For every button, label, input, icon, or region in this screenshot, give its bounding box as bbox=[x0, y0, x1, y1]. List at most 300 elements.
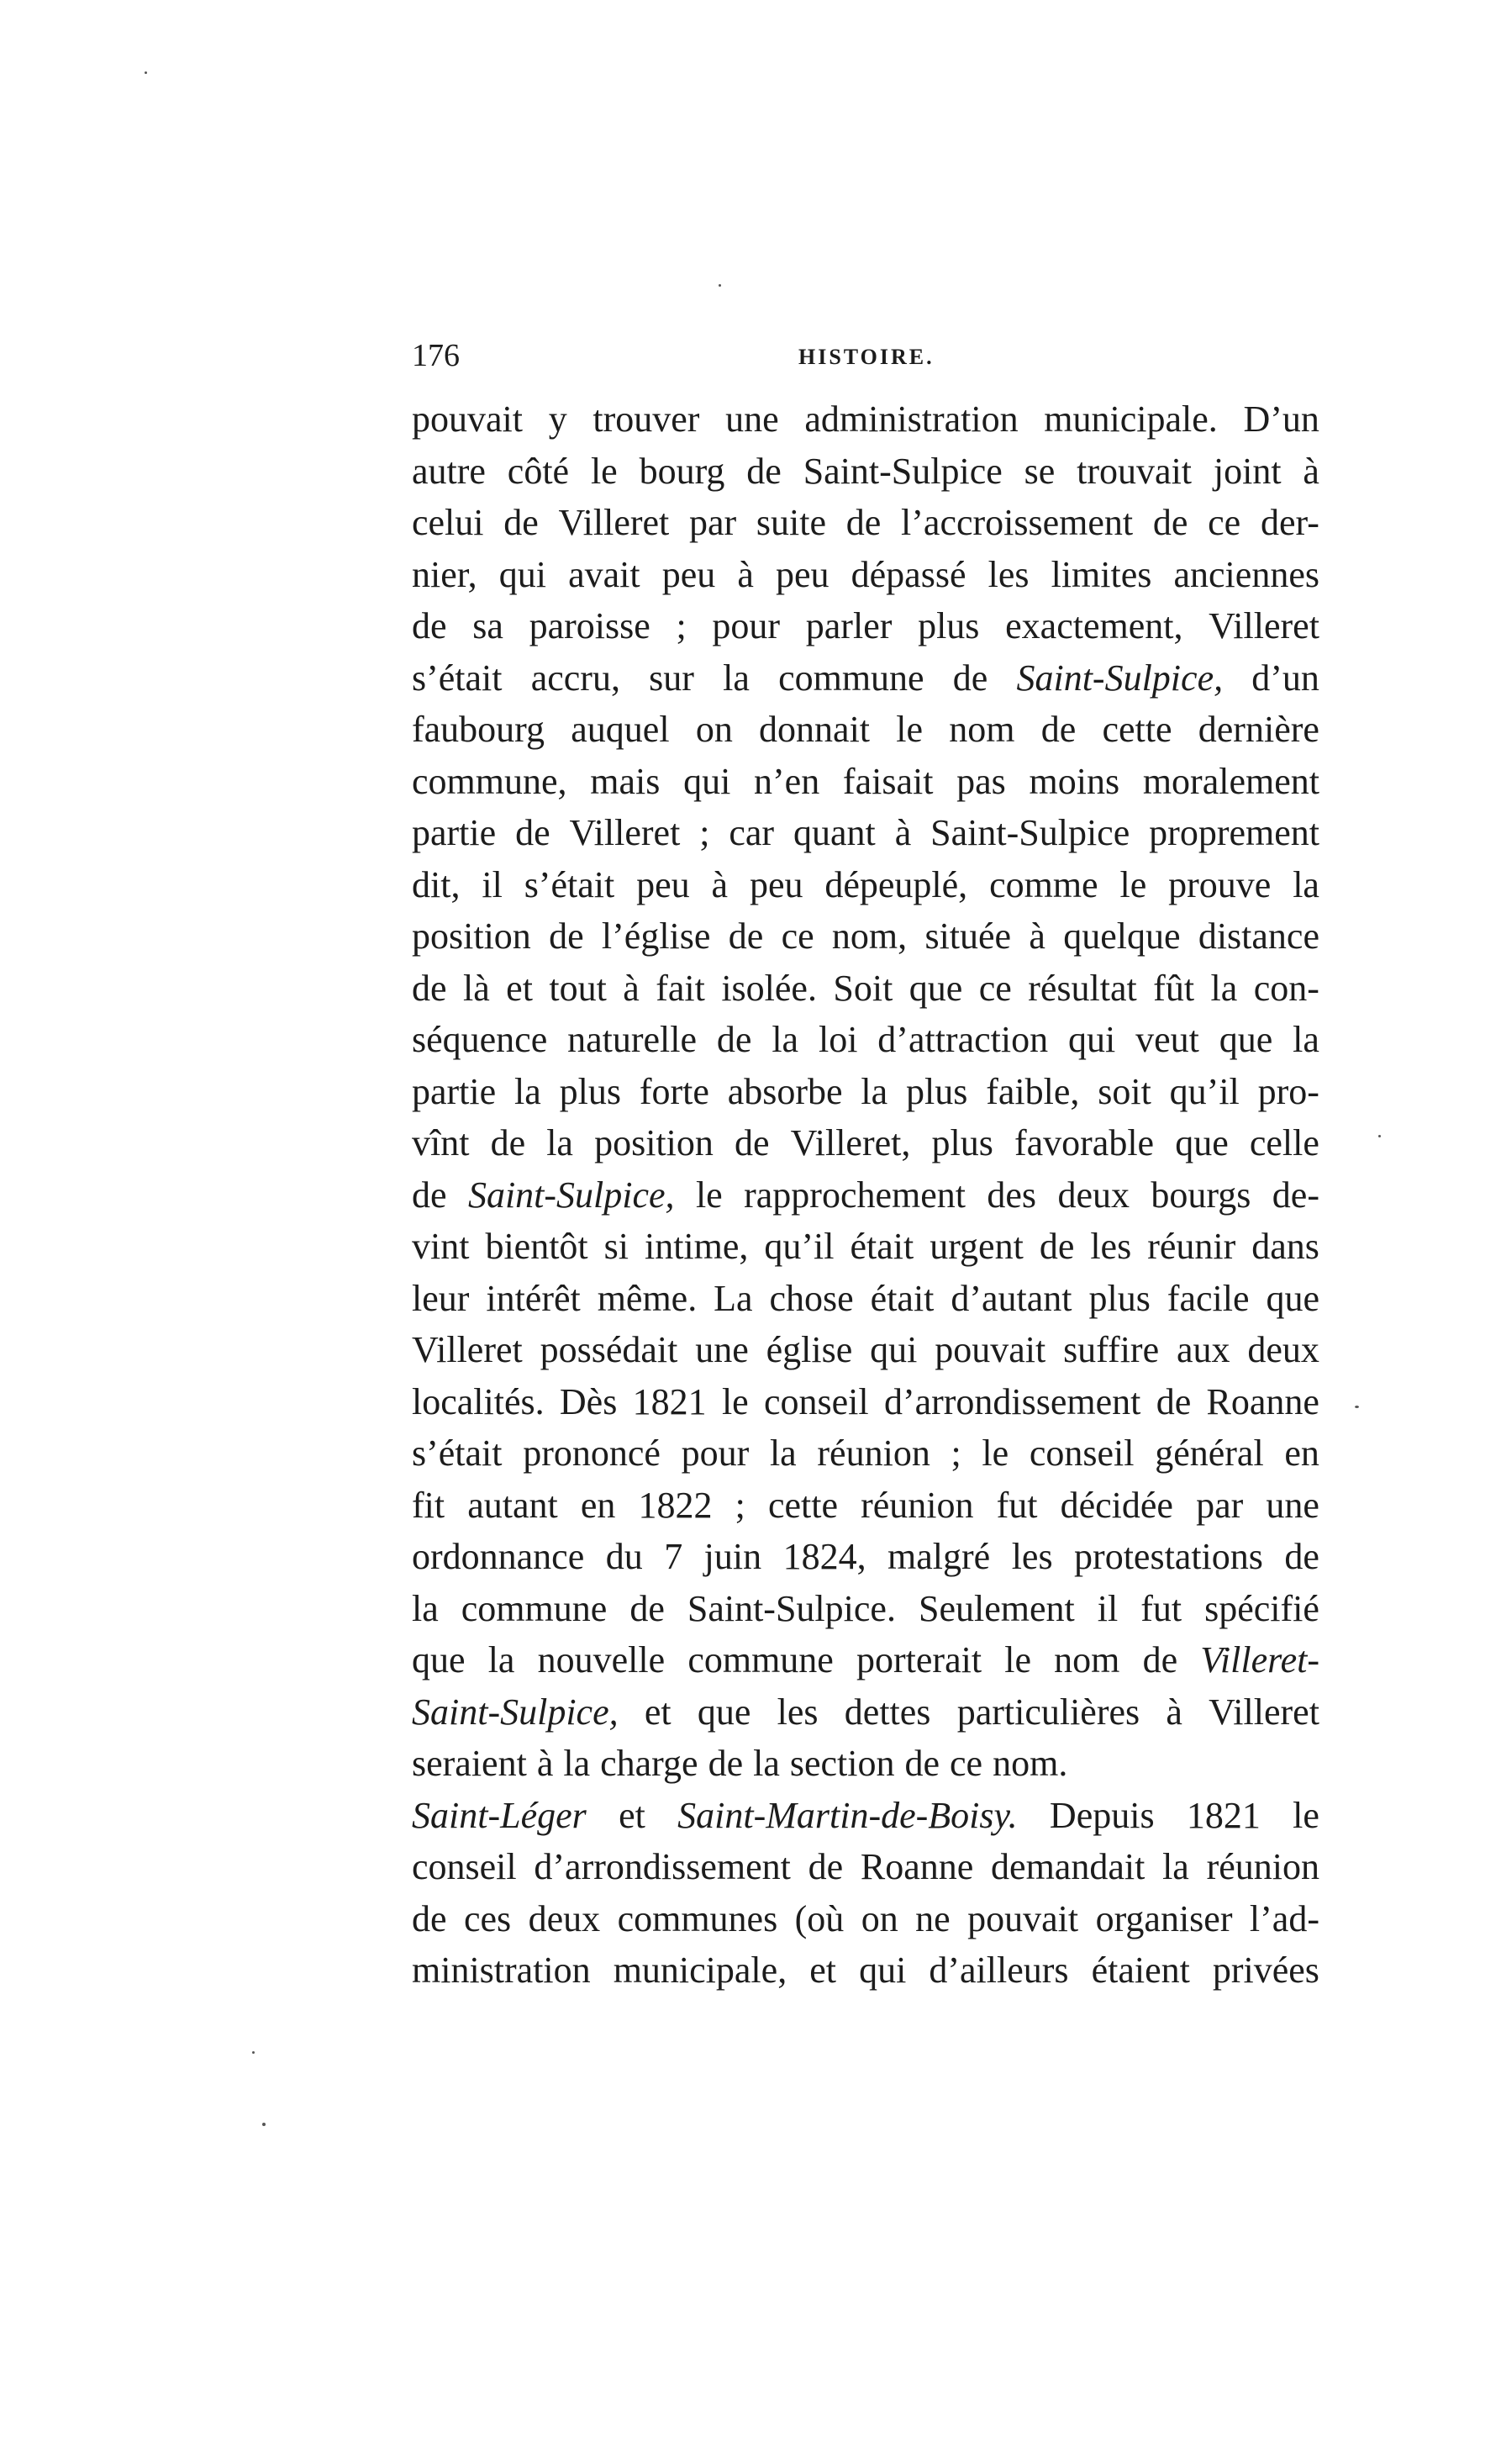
word: le bbox=[1004, 1639, 1031, 1680]
word: autre bbox=[412, 450, 486, 492]
word: à bbox=[1166, 1691, 1182, 1733]
word: s’était bbox=[412, 1432, 503, 1474]
word: section bbox=[789, 1743, 895, 1784]
word: dernière bbox=[1198, 709, 1319, 750]
word: séquence bbox=[412, 1019, 548, 1060]
page-header bbox=[412, 335, 1319, 377]
text-line bbox=[412, 600, 1319, 652]
word: peu bbox=[776, 553, 830, 595]
scan-speck bbox=[719, 284, 721, 287]
word: Villeret bbox=[1209, 605, 1319, 646]
word: les bbox=[777, 1691, 819, 1733]
word: nom bbox=[949, 709, 1015, 750]
word: trouver bbox=[592, 398, 700, 440]
word: et bbox=[619, 1794, 645, 1836]
word: là bbox=[462, 967, 490, 1009]
word: se bbox=[1024, 450, 1056, 492]
word: plus bbox=[906, 1070, 968, 1112]
word: municipale. bbox=[1044, 398, 1218, 440]
word: partie bbox=[412, 812, 497, 853]
word: nom. bbox=[993, 1743, 1068, 1784]
word: ce bbox=[950, 1743, 983, 1784]
word: de bbox=[734, 1122, 770, 1163]
word: proprement bbox=[1149, 812, 1319, 853]
word: à bbox=[623, 967, 640, 1009]
word: organiser bbox=[1095, 1897, 1233, 1939]
word: l’ad- bbox=[1249, 1897, 1319, 1939]
text-line bbox=[412, 1376, 1319, 1428]
word: de- bbox=[1272, 1174, 1319, 1216]
word: de bbox=[1142, 1639, 1178, 1680]
word: qui bbox=[870, 1329, 918, 1370]
word: position bbox=[594, 1122, 714, 1163]
word: la bbox=[1293, 1019, 1319, 1060]
word: une bbox=[1266, 1484, 1319, 1526]
word: deux bbox=[1057, 1174, 1130, 1216]
word: vint bbox=[412, 1226, 470, 1267]
word: vînt bbox=[412, 1122, 470, 1163]
word: 1822 bbox=[638, 1484, 713, 1526]
word: en bbox=[1284, 1432, 1319, 1474]
text-line bbox=[412, 1583, 1319, 1635]
word: du bbox=[605, 1536, 643, 1577]
word: était bbox=[850, 1226, 914, 1267]
word: fit bbox=[412, 1484, 445, 1526]
word: peu bbox=[636, 863, 690, 905]
word: prouve bbox=[1168, 863, 1272, 905]
word: urgent bbox=[930, 1226, 1024, 1267]
text-line bbox=[412, 1841, 1319, 1893]
word: d’arrondissement bbox=[883, 1380, 1141, 1422]
word: deux bbox=[528, 1897, 601, 1939]
word: qu’il bbox=[764, 1226, 835, 1267]
text-line bbox=[412, 963, 1319, 1015]
word: d’arrondissement bbox=[534, 1846, 791, 1887]
word: joint bbox=[1213, 450, 1282, 492]
word: 1821 bbox=[632, 1380, 707, 1422]
word: partie bbox=[412, 1070, 497, 1112]
word: peu bbox=[749, 863, 803, 905]
word: que bbox=[1175, 1122, 1229, 1163]
word: qui bbox=[859, 1950, 907, 1991]
word: administration bbox=[804, 398, 1019, 440]
word: (où bbox=[794, 1897, 845, 1939]
word: qui bbox=[683, 760, 731, 802]
word: à bbox=[1029, 915, 1045, 957]
word: par bbox=[1196, 1484, 1244, 1526]
word: commune bbox=[778, 657, 924, 699]
word: conseil bbox=[764, 1380, 869, 1422]
word: favorable bbox=[1014, 1122, 1155, 1163]
word: les bbox=[988, 553, 1030, 595]
word: si bbox=[603, 1226, 629, 1267]
word: la bbox=[546, 1122, 573, 1163]
word: de bbox=[808, 1846, 844, 1887]
text-line bbox=[412, 549, 1319, 601]
word: était bbox=[870, 1277, 935, 1319]
scan-speck bbox=[252, 2051, 255, 2054]
word: con- bbox=[1253, 967, 1319, 1009]
word: position bbox=[412, 915, 531, 957]
word: veut bbox=[1135, 1019, 1199, 1060]
text-line bbox=[412, 1790, 1319, 1842]
text-line bbox=[412, 497, 1319, 549]
word: ; bbox=[699, 812, 710, 853]
word: église bbox=[766, 1329, 853, 1370]
word: car bbox=[729, 812, 775, 853]
text-line bbox=[412, 1273, 1319, 1325]
text-line bbox=[412, 1686, 1319, 1739]
word: la bbox=[1162, 1846, 1189, 1887]
word: Saint-Sulpice bbox=[803, 450, 1003, 492]
word: à bbox=[894, 812, 912, 853]
word: 1824, bbox=[782, 1536, 866, 1577]
word: ministration bbox=[412, 1950, 591, 1991]
word: d’ailleurs bbox=[929, 1950, 1069, 1991]
word: bientôt bbox=[485, 1226, 588, 1267]
word: nouvelle bbox=[537, 1639, 666, 1680]
word: anciennes bbox=[1173, 553, 1319, 595]
word: plus bbox=[931, 1122, 993, 1163]
word: conseil bbox=[1029, 1432, 1135, 1474]
text-line bbox=[412, 1324, 1319, 1376]
word: dit, bbox=[412, 863, 461, 905]
word: Saint-Martin-de-Boisy. bbox=[677, 1794, 1018, 1836]
word: on bbox=[695, 709, 733, 750]
text-line bbox=[412, 859, 1319, 911]
word: ce bbox=[1208, 502, 1241, 543]
word: commune, bbox=[412, 760, 567, 802]
word: et bbox=[644, 1691, 672, 1733]
word: porterait bbox=[856, 1639, 982, 1680]
word: Saint-Sulpice, bbox=[412, 1691, 619, 1733]
text-line bbox=[412, 1117, 1319, 1169]
word: comme bbox=[989, 863, 1098, 905]
word: que bbox=[908, 967, 963, 1009]
word: la bbox=[412, 1587, 439, 1629]
word: fût bbox=[1153, 967, 1195, 1009]
word: faible, bbox=[986, 1070, 1080, 1112]
word: par bbox=[689, 502, 737, 543]
text-line bbox=[412, 1893, 1319, 1945]
word: malgré bbox=[887, 1536, 991, 1577]
text-line bbox=[412, 1221, 1319, 1273]
word: loi bbox=[818, 1019, 858, 1060]
word: n’en bbox=[754, 760, 820, 802]
word: der- bbox=[1260, 502, 1319, 543]
word: y bbox=[548, 398, 567, 440]
word: pour bbox=[681, 1432, 750, 1474]
word: parler bbox=[805, 605, 893, 646]
word: juin bbox=[703, 1536, 762, 1577]
word: ; bbox=[735, 1484, 745, 1526]
word: le bbox=[1293, 1794, 1319, 1836]
word: tout bbox=[549, 967, 607, 1009]
word: cette bbox=[1102, 709, 1172, 750]
word: fait bbox=[656, 967, 705, 1009]
word: le bbox=[695, 1174, 723, 1216]
word: l’accroissement bbox=[901, 502, 1134, 543]
word: de bbox=[412, 1174, 447, 1216]
word: de bbox=[952, 657, 988, 699]
word: privées bbox=[1212, 1950, 1319, 1991]
word: de bbox=[1040, 709, 1077, 750]
word: côté bbox=[507, 450, 570, 492]
word: pro- bbox=[1257, 1070, 1319, 1112]
word: demandait bbox=[991, 1846, 1146, 1887]
page-number: 176 bbox=[412, 338, 460, 373]
word: la bbox=[563, 1743, 591, 1784]
word: Villeret bbox=[412, 1329, 523, 1370]
word: Saint-Sulpice bbox=[930, 812, 1130, 853]
word: pouvait bbox=[412, 398, 523, 440]
text-line bbox=[412, 1634, 1319, 1686]
word: s’était bbox=[524, 863, 615, 905]
word: Seulement bbox=[918, 1587, 1075, 1629]
word: Soit bbox=[833, 967, 893, 1009]
word: la bbox=[723, 657, 750, 699]
word: en bbox=[580, 1484, 616, 1526]
word: Roanne bbox=[860, 1846, 974, 1887]
word: mais bbox=[590, 760, 661, 802]
word: ; bbox=[951, 1432, 961, 1474]
word: plus bbox=[559, 1070, 621, 1112]
word: une bbox=[695, 1329, 749, 1370]
word: aux bbox=[1176, 1329, 1230, 1370]
text-line bbox=[412, 704, 1319, 756]
word: l’église bbox=[601, 915, 711, 957]
word: le bbox=[1119, 863, 1147, 905]
word: distance bbox=[1198, 915, 1319, 957]
word: de bbox=[490, 1122, 526, 1163]
word: le bbox=[896, 709, 924, 750]
word: d’autant bbox=[951, 1277, 1072, 1319]
word: réunir bbox=[1147, 1226, 1236, 1267]
word: située bbox=[924, 915, 1012, 957]
word: moralement bbox=[1142, 760, 1319, 802]
word: Saint-Sulpice. bbox=[687, 1587, 896, 1629]
word: Villeret bbox=[569, 812, 681, 853]
text-line bbox=[412, 1169, 1319, 1221]
word: qui bbox=[1067, 1019, 1116, 1060]
word: de bbox=[629, 1587, 665, 1629]
word: une bbox=[725, 398, 779, 440]
word: à bbox=[1303, 450, 1319, 492]
word: de bbox=[1152, 502, 1188, 543]
word: la bbox=[769, 1432, 797, 1474]
word: la bbox=[514, 1070, 541, 1112]
body-text bbox=[412, 393, 1319, 1997]
word: qu’il bbox=[1169, 1070, 1240, 1112]
text-line bbox=[412, 756, 1319, 808]
word: résultat bbox=[1028, 967, 1137, 1009]
word: de bbox=[904, 1743, 940, 1784]
text-line bbox=[412, 1944, 1319, 1997]
word: le bbox=[721, 1380, 749, 1422]
word: nier, bbox=[412, 553, 477, 595]
word: bourgs bbox=[1151, 1174, 1251, 1216]
word: absorbe bbox=[727, 1070, 843, 1112]
word: intérêt bbox=[486, 1277, 581, 1319]
word: de bbox=[515, 812, 550, 853]
word: dépeuplé, bbox=[824, 863, 968, 905]
word: dépassé bbox=[851, 553, 966, 595]
word: protestations bbox=[1074, 1536, 1263, 1577]
word: de bbox=[708, 1743, 744, 1784]
word: Villeret bbox=[1209, 1691, 1319, 1733]
word: décidée bbox=[1060, 1484, 1173, 1526]
word: s’était bbox=[412, 657, 503, 699]
word: ordonnance bbox=[412, 1536, 585, 1577]
text-line bbox=[412, 1066, 1319, 1118]
text-line bbox=[412, 1738, 1319, 1790]
word: localités. bbox=[412, 1380, 545, 1422]
text-line bbox=[412, 807, 1319, 859]
word: de bbox=[412, 967, 447, 1009]
word: des bbox=[987, 1174, 1037, 1216]
word: conseil bbox=[412, 1846, 517, 1887]
word: possédait bbox=[540, 1329, 678, 1370]
word: le bbox=[982, 1432, 1009, 1474]
word: réunion bbox=[1206, 1846, 1319, 1887]
word: pas bbox=[956, 760, 1006, 802]
word: rapprochement bbox=[744, 1174, 966, 1216]
word: commune bbox=[687, 1639, 834, 1680]
word: quant bbox=[793, 812, 876, 853]
word: de bbox=[845, 502, 882, 543]
word: et bbox=[506, 967, 533, 1009]
word: chose bbox=[769, 1277, 854, 1319]
word: de bbox=[412, 1897, 447, 1939]
word: moins bbox=[1029, 760, 1120, 802]
word: Roanne bbox=[1206, 1380, 1319, 1422]
word: à bbox=[711, 863, 729, 905]
word: d’attraction bbox=[877, 1019, 1049, 1060]
word: de bbox=[412, 605, 447, 646]
word: de bbox=[746, 450, 782, 492]
word: Depuis bbox=[1049, 1794, 1155, 1836]
word: suffire bbox=[1063, 1329, 1160, 1370]
word: Saint-Sulpice, bbox=[467, 1174, 675, 1216]
word: suite bbox=[756, 502, 827, 543]
word: d’un bbox=[1251, 657, 1319, 699]
word: à bbox=[737, 553, 754, 595]
word: de bbox=[549, 915, 584, 957]
word: dettes bbox=[844, 1691, 931, 1733]
word: pouvait bbox=[967, 1897, 1079, 1939]
word: réunion bbox=[861, 1484, 974, 1526]
word: la bbox=[753, 1743, 780, 1784]
word: prononcé bbox=[523, 1432, 661, 1474]
word: cette bbox=[767, 1484, 838, 1526]
word: Villeret, bbox=[790, 1122, 911, 1163]
word: faisait bbox=[842, 760, 934, 802]
word: facile bbox=[1167, 1277, 1250, 1319]
word: intime, bbox=[644, 1226, 749, 1267]
word: fut bbox=[1140, 1587, 1182, 1629]
text-line bbox=[412, 1427, 1319, 1480]
text-line bbox=[412, 393, 1319, 446]
word: pour bbox=[712, 605, 781, 646]
text-line bbox=[412, 1531, 1319, 1583]
word: de bbox=[716, 1019, 752, 1060]
word: isolée. bbox=[721, 967, 817, 1009]
word: que bbox=[697, 1691, 751, 1733]
word: la bbox=[861, 1070, 888, 1112]
word: exactement, bbox=[1005, 605, 1183, 646]
word: on bbox=[861, 1897, 898, 1939]
word: communes bbox=[617, 1897, 778, 1939]
text-line bbox=[412, 1480, 1319, 1532]
word: commune bbox=[461, 1587, 608, 1629]
word: quelque bbox=[1063, 915, 1181, 957]
word: ce bbox=[978, 967, 1012, 1009]
word: dans bbox=[1251, 1226, 1319, 1267]
word: de bbox=[503, 502, 539, 543]
word: ces bbox=[463, 1897, 512, 1939]
word: que bbox=[1266, 1277, 1319, 1319]
word: plus bbox=[918, 605, 980, 646]
word: paroisse bbox=[529, 605, 650, 646]
word: soit bbox=[1098, 1070, 1151, 1112]
word: D’un bbox=[1243, 398, 1319, 440]
word: les bbox=[1090, 1226, 1132, 1267]
word: de bbox=[1156, 1380, 1192, 1422]
scan-speck bbox=[145, 71, 147, 74]
word: autant bbox=[467, 1484, 558, 1526]
text-line bbox=[412, 1014, 1319, 1066]
word: forte bbox=[639, 1070, 709, 1112]
word: trouvait bbox=[1077, 450, 1193, 492]
word: municipale, bbox=[613, 1950, 787, 1991]
word: étaient bbox=[1091, 1950, 1190, 1991]
word: il bbox=[1097, 1587, 1119, 1629]
scan-speck bbox=[1355, 1406, 1359, 1408]
word: Dès bbox=[559, 1380, 618, 1422]
word: celle bbox=[1249, 1122, 1319, 1163]
word: de bbox=[1039, 1226, 1075, 1267]
word: accru, bbox=[530, 657, 620, 699]
word: Saint-Sulpice, bbox=[1016, 657, 1224, 699]
text-line bbox=[412, 446, 1319, 498]
word: la bbox=[487, 1639, 515, 1680]
word: et bbox=[809, 1950, 837, 1991]
scan-speck bbox=[1378, 1135, 1381, 1137]
word: le bbox=[590, 450, 618, 492]
word: Villeret bbox=[558, 502, 670, 543]
word: pouvait bbox=[935, 1329, 1046, 1370]
word: naturelle bbox=[567, 1019, 698, 1060]
word: donnait bbox=[759, 709, 871, 750]
word: sa bbox=[472, 605, 503, 646]
text-line bbox=[412, 652, 1319, 704]
word: plus bbox=[1088, 1277, 1151, 1319]
word: seraient bbox=[412, 1743, 527, 1784]
word: auquel bbox=[571, 709, 670, 750]
word: la bbox=[1293, 863, 1319, 905]
word: ne bbox=[915, 1897, 951, 1939]
word: fut bbox=[996, 1484, 1038, 1526]
word: spécifié bbox=[1204, 1587, 1319, 1629]
text-line bbox=[412, 910, 1319, 963]
word: de bbox=[1284, 1536, 1319, 1577]
word: général bbox=[1155, 1432, 1264, 1474]
word: sur bbox=[649, 657, 694, 699]
word: charge bbox=[600, 1743, 698, 1784]
word: peu bbox=[661, 553, 716, 595]
word: nom, bbox=[831, 915, 908, 957]
word: La bbox=[714, 1277, 753, 1319]
